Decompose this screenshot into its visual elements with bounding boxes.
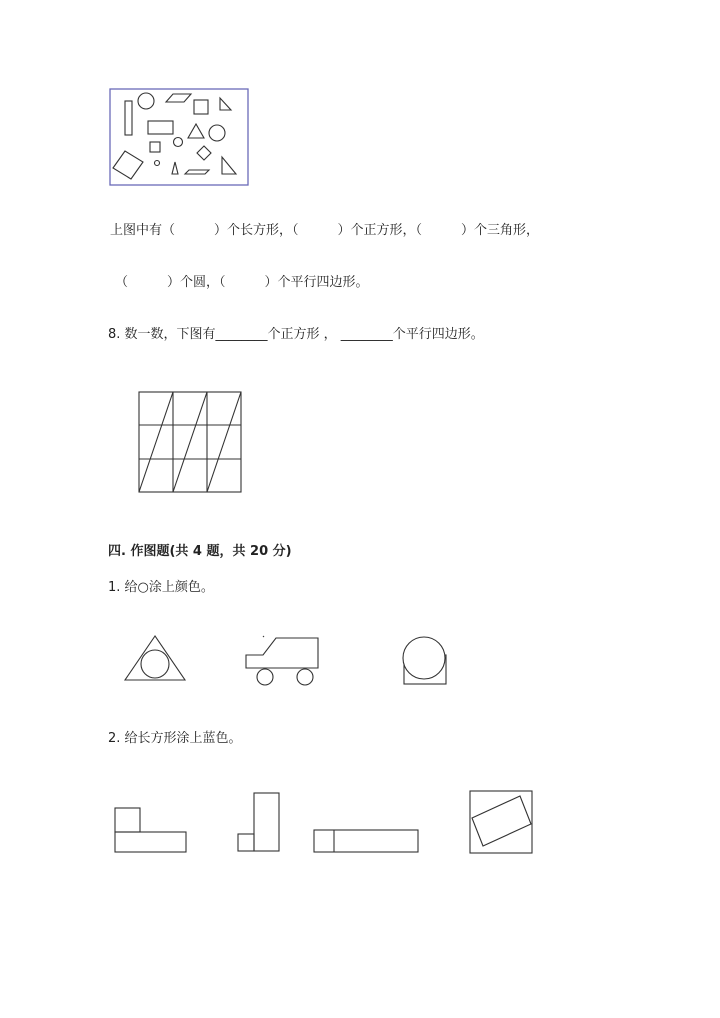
square-shape (115, 808, 140, 832)
draw2-text: 2. 给长方形涂上蓝色。 (108, 731, 242, 746)
rectangle-shape (472, 796, 531, 846)
q7-line1: 上图中有（ ）个长方形，（ ）个正方形，（ ）个三角形， (110, 223, 540, 238)
q7-line2: （ ）个圆，（ ）个平行四边形。 (115, 275, 369, 290)
rectangle-shape (254, 793, 279, 851)
rectangle-shape (314, 830, 418, 852)
square-shape (470, 791, 532, 853)
rectangle-shape (115, 832, 186, 852)
section-title: 四. 作图题(共 4 题，共 20 分) (108, 544, 292, 559)
draw1-text: 1. 给○涂上颜色。 (108, 580, 214, 595)
square-shape (238, 834, 254, 851)
q8-text: 8. 数一数，下图有________个正方形 ， ________个平行四边形。 (108, 327, 484, 342)
